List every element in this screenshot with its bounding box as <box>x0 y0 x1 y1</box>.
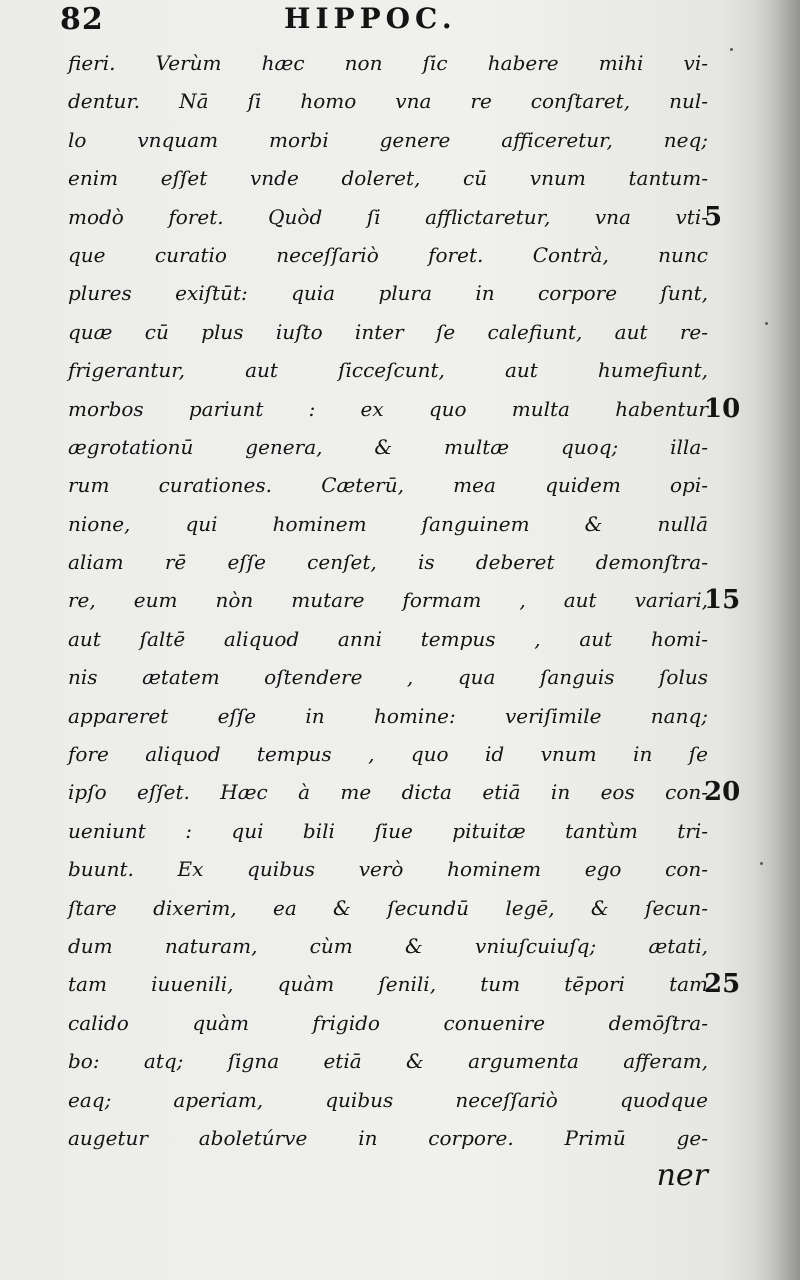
text-line-content: dum naturam, cùm & vniuſcuiuſq; ætati, <box>68 933 708 958</box>
main-text-block <box>68 44 741 1196</box>
text-line-content: bo: atq; ſigna etiā & argumenta afferam, <box>68 1049 708 1074</box>
margin-line-number: 25 <box>704 969 741 1000</box>
text-line <box>68 505 708 543</box>
text-line-content: plures exiſtūt: quia plura in corpore ſunt, <box>68 281 708 306</box>
text-line-content: re, eum nòn mutare formam , aut variari, <box>68 588 708 613</box>
text-line <box>68 236 708 274</box>
page-number: 82 <box>60 2 104 37</box>
text-line-content: calido quàm frigido conuenire demōſtra- <box>68 1010 708 1035</box>
text-line <box>68 121 708 159</box>
text-line-content: ueniunt : qui bili ſiue pituitæ tantùm tri- <box>68 818 708 843</box>
text-line <box>68 889 708 927</box>
text-line <box>68 1081 708 1119</box>
margin-line-number: 5 <box>704 201 723 232</box>
text-line <box>68 773 741 811</box>
text-line-content: modò foret. Quòd ſi afflictaretur, vna vti- <box>68 204 708 229</box>
text-line <box>68 697 708 735</box>
text-line-content: lo vnquam morbi genere afficeretur, neq; <box>68 127 708 152</box>
text-line-content: eaq; aperiam, quibus neceſſariò quodque <box>68 1087 708 1112</box>
text-line-content: augetur aboletúrve in corpore. Primū ge- <box>68 1125 708 1150</box>
text-line <box>68 466 708 504</box>
text-line-content: nione, qui hominem ſanguinem & nullā <box>68 511 708 536</box>
text-line <box>68 351 708 389</box>
catchword: ner <box>656 1158 708 1194</box>
text-line-content: morbos pariunt : ex quo multa habentur <box>68 396 708 421</box>
text-line-content: ægrotationū genera, & multæ quoq; illa- <box>68 434 708 459</box>
text-line-content: appareret eſſe in homine: veriſimile nanq; <box>68 703 708 728</box>
text-line <box>68 1119 708 1157</box>
text-line <box>68 198 723 236</box>
text-line-content: buunt. Ex quibus verò hominem ego con- <box>68 857 708 882</box>
text-line <box>68 1004 708 1042</box>
text-line <box>68 1042 708 1080</box>
text-line-content: frigerantur, aut ſicceſcunt, aut humefiunt, <box>68 358 708 383</box>
text-line-content: tam iuuenili, quàm ſenili, tum tēpori tam <box>68 972 708 997</box>
text-line-content: que curatio neceſſariò foret. Contrà, nunc <box>68 242 708 267</box>
text-line-content: aliam rē eſſe cenſet, is deberet demonſtra- <box>68 550 708 575</box>
text-line-content: fieri. Verùm hæc non ſic habere mihi vi- <box>68 51 708 75</box>
text-line <box>68 735 708 773</box>
page-edge-shadow <box>754 0 800 1280</box>
text-line-content: enim eſſet vnde doleret, cū vnum tantum- <box>68 166 708 191</box>
text-line-content: dentur. Nā ſi homo vna re conſtaret, nul- <box>68 89 708 114</box>
text-line <box>68 658 708 696</box>
text-line <box>68 159 708 197</box>
text-line <box>68 812 708 850</box>
text-line-content: rum curationes. Cæterū, mea quidem opi- <box>68 473 708 498</box>
margin-line-number: 20 <box>704 777 741 808</box>
text-line-content: quæ cū plus iuſto inter ſe calefiunt, aut re- <box>68 319 708 344</box>
text-line <box>68 543 708 581</box>
text-line <box>68 965 741 1003</box>
ink-speck <box>760 862 763 865</box>
text-line <box>68 44 708 82</box>
text-line <box>68 927 708 965</box>
text-line <box>68 390 741 428</box>
running-head: HIPPOC. <box>284 2 457 35</box>
text-line <box>68 850 708 888</box>
text-line <box>68 313 708 351</box>
text-line-content: aut ſaltē aliquod anni tempus , aut homi- <box>68 626 708 651</box>
text-line <box>68 274 708 312</box>
text-line-content: ſtare dixerim, ea & ſecundū legē, & ſecun- <box>68 895 708 920</box>
margin-line-number: 15 <box>704 585 741 616</box>
text-line-content: ipſo eſſet. Hæc à me dicta etiā in eos con- <box>68 780 708 805</box>
margin-line-number: 10 <box>704 393 741 424</box>
ink-speck <box>730 48 733 51</box>
text-line <box>68 82 708 120</box>
ink-speck <box>765 322 768 325</box>
text-line-content: nis ætatem oſtendere , qua ſanguis ſolus <box>68 665 708 690</box>
text-line <box>68 620 708 658</box>
text-line-content: fore aliquod tempus , quo id vnum in ſe <box>68 742 708 767</box>
text-line <box>68 428 708 466</box>
text-line <box>68 581 741 619</box>
page-header <box>60 2 660 38</box>
